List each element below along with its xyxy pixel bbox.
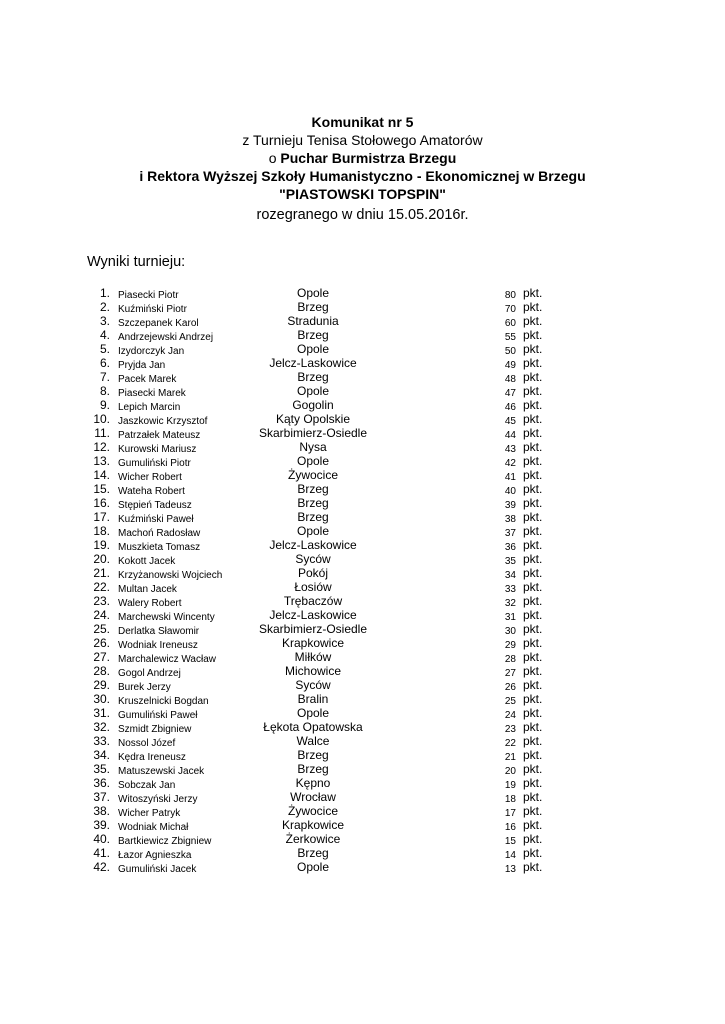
result-unit: pkt.	[523, 594, 543, 608]
result-city: Opole	[296, 454, 330, 468]
result-points: 22	[504, 738, 516, 749]
result-place: 37.	[93, 790, 110, 804]
result-name: Burek Jerzy	[118, 682, 171, 693]
result-row	[0, 300, 725, 314]
result-points: 47	[504, 388, 516, 399]
result-place: 9.	[99, 398, 110, 412]
result-name: Wateha Robert	[118, 486, 185, 497]
result-points: 20	[504, 766, 516, 777]
result-place: 35.	[93, 762, 110, 776]
result-row	[0, 832, 725, 846]
result-name: Machoń Radosław	[118, 528, 201, 539]
result-place: 12.	[93, 440, 110, 454]
result-name: Kuźmiński Piotr	[118, 304, 187, 315]
result-row	[0, 818, 725, 832]
result-points: 18	[504, 794, 516, 805]
result-unit: pkt.	[523, 510, 543, 524]
result-unit: pkt.	[523, 636, 543, 650]
result-points: 26	[504, 682, 516, 693]
result-name: Patrzałek Mateusz	[118, 430, 201, 441]
result-points: 17	[504, 808, 516, 819]
result-name: Marchalewicz Wacław	[118, 654, 216, 665]
result-unit: pkt.	[523, 748, 543, 762]
event-name: "PIASTOWSKI TOPSPIN"	[279, 186, 446, 202]
result-place: 32.	[93, 720, 110, 734]
result-name: Wodniak Ireneusz	[118, 640, 198, 651]
result-place: 11.	[94, 426, 110, 440]
result-unit: pkt.	[523, 482, 543, 496]
result-unit: pkt.	[523, 622, 543, 636]
result-row	[0, 846, 725, 860]
result-points: 44	[504, 430, 516, 441]
result-row	[0, 762, 725, 776]
result-name: Łazor Agnieszka	[118, 850, 192, 861]
result-points: 27	[504, 668, 516, 679]
result-name: Lepich Marcin	[118, 402, 181, 413]
result-row	[0, 580, 725, 594]
result-name: Walery Robert	[118, 598, 182, 609]
result-name: Muszkieta Tomasz	[118, 542, 201, 553]
result-row	[0, 496, 725, 510]
result-city: Żerkowice	[285, 832, 341, 846]
result-city: Żywocice	[287, 468, 338, 482]
result-row	[0, 734, 725, 748]
result-row	[0, 804, 725, 818]
result-row	[0, 594, 725, 608]
result-place: 28.	[93, 664, 110, 678]
result-row	[0, 860, 725, 874]
result-name: Gumuliński Piotr	[118, 458, 191, 469]
result-place: 26.	[93, 636, 110, 650]
result-name: Kokott Jacek	[118, 556, 176, 567]
result-city: Michowice	[284, 664, 341, 678]
result-place: 19.	[93, 538, 110, 552]
tournament-line: z Turnieju Tenisa Stołowego Amatorów	[242, 132, 483, 148]
result-city: Miłków	[294, 650, 332, 664]
rector-line: i Rektora Wyższej Szkoły Humanistyczno - Ekonomicznej w Brzegu	[139, 168, 586, 184]
result-city: Żywocice	[287, 804, 338, 818]
result-points: 48	[504, 374, 516, 385]
result-name: Gogol Andrzej	[118, 668, 181, 679]
result-place: 6.	[99, 356, 110, 370]
result-points: 55	[504, 332, 516, 343]
result-row	[0, 286, 725, 300]
result-name: Szmidt Zbigniew	[118, 724, 192, 735]
result-row	[0, 706, 725, 720]
result-row	[0, 328, 725, 342]
result-row	[0, 454, 725, 468]
date-line: rozegranego w dniu 15.05.2016r.	[256, 207, 469, 223]
result-unit: pkt.	[523, 314, 543, 328]
result-place: 30.	[93, 692, 110, 706]
result-name: Piasecki Marek	[118, 388, 186, 399]
result-points: 32	[504, 598, 516, 609]
result-unit: pkt.	[523, 412, 543, 426]
result-place: 20.	[93, 552, 110, 566]
result-unit: pkt.	[523, 678, 543, 692]
result-name: Marchewski Wincenty	[118, 612, 215, 623]
result-place: 22.	[93, 580, 110, 594]
result-row	[0, 440, 725, 454]
result-place: 1.	[99, 286, 110, 300]
result-unit: pkt.	[523, 328, 543, 342]
result-city: Brzeg	[297, 846, 329, 860]
result-city: Łosiów	[294, 580, 332, 594]
result-unit: pkt.	[523, 370, 543, 384]
result-place: 13.	[93, 454, 110, 468]
result-name: Wicher Patryk	[118, 808, 181, 819]
result-row	[0, 552, 725, 566]
result-unit: pkt.	[523, 692, 543, 706]
result-row	[0, 790, 725, 804]
result-city: Jelcz-Laskowice	[269, 538, 357, 552]
result-points: 30	[504, 626, 516, 637]
result-name: Izydorczyk Jan	[118, 346, 185, 357]
result-unit: pkt.	[523, 734, 543, 748]
result-points: 33	[504, 584, 516, 595]
result-name: Krzyżanowski Wojciech	[118, 570, 223, 581]
result-points: 21	[504, 752, 516, 763]
result-city: Brzeg	[297, 300, 329, 314]
result-name: Kędra Ireneusz	[118, 752, 186, 763]
result-unit: pkt.	[523, 804, 543, 818]
result-row	[0, 636, 725, 650]
result-points: 35	[504, 556, 516, 567]
result-place: 41.	[93, 846, 110, 860]
result-row	[0, 314, 725, 328]
result-city: Brzeg	[297, 328, 329, 342]
result-unit: pkt.	[523, 790, 543, 804]
result-city: Brzeg	[297, 748, 329, 762]
result-unit: pkt.	[523, 538, 543, 552]
result-place: 27.	[93, 650, 110, 664]
result-unit: pkt.	[523, 818, 543, 832]
result-place: 14.	[93, 468, 110, 482]
result-points: 36	[504, 542, 516, 553]
result-row	[0, 384, 725, 398]
result-name: Bartkiewicz Zbigniew	[118, 836, 212, 847]
result-unit: pkt.	[523, 468, 543, 482]
result-unit: pkt.	[523, 426, 543, 440]
result-place: 38.	[93, 804, 110, 818]
result-city: Walce	[296, 734, 330, 748]
result-place: 18.	[93, 524, 110, 538]
result-row	[0, 678, 725, 692]
result-place: 40.	[93, 832, 110, 846]
result-place: 8.	[99, 384, 110, 398]
result-city: Skarbimierz-Osiedle	[258, 426, 368, 440]
result-unit: pkt.	[523, 762, 543, 776]
result-points: 28	[504, 654, 516, 665]
result-city: Jelcz-Laskowice	[269, 356, 357, 370]
result-place: 4.	[99, 328, 110, 342]
result-city: Nysa	[299, 440, 327, 454]
result-row	[0, 412, 725, 426]
result-unit: pkt.	[523, 846, 543, 860]
result-name: Wicher Robert	[118, 472, 182, 483]
result-points: 14	[504, 850, 516, 861]
result-row	[0, 468, 725, 482]
result-points: 34	[504, 570, 516, 581]
result-name: Wodniak Michał	[118, 822, 189, 833]
result-city: Syców	[295, 552, 331, 566]
result-points: 42	[504, 458, 516, 469]
result-city: Brzeg	[297, 482, 329, 496]
result-unit: pkt.	[523, 706, 543, 720]
result-place: 25.	[93, 622, 110, 636]
result-points: 25	[504, 696, 516, 707]
result-unit: pkt.	[523, 650, 543, 664]
result-points: 70	[504, 304, 516, 315]
result-row	[0, 664, 725, 678]
result-place: 34.	[93, 748, 110, 762]
result-city: Kępno	[295, 776, 331, 790]
result-row	[0, 426, 725, 440]
result-place: 15.	[93, 482, 110, 496]
result-points: 50	[504, 346, 516, 357]
result-name: Piasecki Piotr	[118, 290, 179, 301]
result-points: 15	[504, 836, 516, 847]
result-place: 23.	[93, 594, 110, 608]
result-row	[0, 524, 725, 538]
result-city: Opole	[296, 286, 330, 300]
result-city: Jelcz-Laskowice	[269, 608, 357, 622]
result-name: Nossol Józef	[118, 738, 176, 749]
result-city: Krapkowice	[281, 818, 345, 832]
result-name: Gumuliński Jacek	[118, 864, 197, 875]
result-points: 23	[504, 724, 516, 735]
cup-name: Puchar Burmistrza Brzegu	[280, 150, 457, 166]
result-city: Brzeg	[297, 510, 329, 524]
result-city: Opole	[296, 524, 330, 538]
result-unit: pkt.	[523, 300, 543, 314]
result-points: 19	[504, 780, 516, 791]
result-row	[0, 356, 725, 370]
result-place: 36.	[93, 776, 110, 790]
result-points: 43	[504, 444, 516, 455]
result-points: 60	[504, 318, 516, 329]
result-unit: pkt.	[523, 776, 543, 790]
result-row	[0, 342, 725, 356]
cup-line	[0, 149, 725, 167]
result-points: 16	[504, 822, 516, 833]
result-row	[0, 776, 725, 790]
result-row	[0, 566, 725, 580]
result-place: 3.	[99, 314, 110, 328]
result-points: 39	[504, 500, 516, 511]
result-row	[0, 510, 725, 524]
result-city: Opole	[296, 706, 330, 720]
result-place: 39.	[93, 818, 110, 832]
result-points: 37	[504, 528, 516, 539]
result-city: Opole	[296, 860, 330, 874]
result-name: Stępień Tadeusz	[118, 500, 192, 511]
result-unit: pkt.	[523, 440, 543, 454]
result-city: Skarbimierz-Osiedle	[258, 622, 368, 636]
result-city: Gogolin	[292, 398, 334, 412]
result-name: Kuźmiński Paweł	[118, 514, 194, 525]
result-row	[0, 370, 725, 384]
result-city: Pokój	[297, 566, 329, 580]
result-row	[0, 538, 725, 552]
result-place: 21.	[93, 566, 110, 580]
result-place: 33.	[93, 734, 110, 748]
result-place: 16.	[93, 496, 110, 510]
result-city: Trębaczów	[283, 594, 343, 608]
result-name: Multan Jacek	[118, 584, 177, 595]
result-unit: pkt.	[523, 860, 543, 874]
result-city: Brzeg	[297, 762, 329, 776]
result-unit: pkt.	[523, 552, 543, 566]
result-city: Brzeg	[297, 496, 329, 510]
result-points: 46	[504, 402, 516, 413]
result-unit: pkt.	[523, 356, 543, 370]
result-place: 24.	[93, 608, 110, 622]
result-unit: pkt.	[523, 496, 543, 510]
result-points: 13	[504, 864, 516, 875]
result-name: Kruszelnicki Bogdan	[118, 696, 209, 707]
result-points: 41	[504, 472, 516, 483]
result-city: Brzeg	[297, 370, 329, 384]
result-unit: pkt.	[523, 384, 543, 398]
result-points: 45	[504, 416, 516, 427]
result-place: 2.	[99, 300, 110, 314]
result-row	[0, 622, 725, 636]
result-points: 38	[504, 514, 516, 525]
result-row	[0, 748, 725, 762]
results-heading: Wyniki turnieju:	[87, 254, 186, 270]
result-name: Pryjda Jan	[118, 360, 166, 371]
result-place: 29.	[93, 678, 110, 692]
result-points: 31	[504, 612, 516, 623]
result-city: Kąty Opolskie	[275, 412, 351, 426]
result-name: Andrzejewski Andrzej	[118, 332, 214, 343]
result-name: Gumuliński Paweł	[118, 710, 198, 721]
result-row	[0, 692, 725, 706]
result-city: Krapkowice	[281, 636, 345, 650]
result-unit: pkt.	[523, 342, 543, 356]
document-header	[0, 113, 725, 226]
document-title: Komunikat nr 5	[311, 114, 414, 130]
result-unit: pkt.	[523, 398, 543, 412]
result-points: 24	[504, 710, 516, 721]
result-name: Sobczak Jan	[118, 780, 176, 791]
result-name: Szczepanek Karol	[118, 318, 199, 329]
result-place: 5.	[99, 342, 110, 356]
result-city: Łękota Opatowska	[263, 720, 363, 734]
result-points: 29	[504, 640, 516, 651]
result-row	[0, 650, 725, 664]
result-points: 80	[504, 290, 516, 301]
result-unit: pkt.	[523, 664, 543, 678]
result-city: Syców	[295, 678, 331, 692]
result-name: Pacek Marek	[118, 374, 177, 385]
result-place: 7.	[99, 370, 110, 384]
result-unit: pkt.	[523, 832, 543, 846]
result-unit: pkt.	[523, 608, 543, 622]
cup-line-prefix: o	[268, 150, 281, 166]
result-name: Witoszyński Jerzy	[118, 794, 198, 805]
result-name: Derlatka Sławomir	[118, 626, 200, 637]
result-name: Matuszewski Jacek	[118, 766, 205, 777]
result-city: Wrocław	[290, 790, 336, 804]
result-place: 42.	[93, 860, 110, 874]
result-city: Bralin	[297, 692, 329, 706]
results-list	[0, 286, 725, 874]
result-row	[0, 398, 725, 412]
result-unit: pkt.	[523, 566, 543, 580]
result-place: 17.	[93, 510, 110, 524]
result-city: Opole	[296, 384, 330, 398]
result-place: 31.	[93, 706, 110, 720]
result-points: 40	[504, 486, 516, 497]
result-row	[0, 720, 725, 734]
result-unit: pkt.	[523, 524, 543, 538]
result-unit: pkt.	[523, 720, 543, 734]
result-name: Kurowski Mariusz	[118, 444, 197, 455]
result-row	[0, 482, 725, 496]
result-place: 10.	[93, 412, 110, 426]
result-unit: pkt.	[523, 286, 543, 300]
result-row	[0, 608, 725, 622]
result-name: Jaszkowic Krzysztof	[118, 416, 208, 427]
result-city: Stradunia	[287, 314, 339, 328]
result-unit: pkt.	[523, 454, 543, 468]
result-points: 49	[504, 360, 516, 371]
result-city: Opole	[296, 342, 330, 356]
result-unit: pkt.	[523, 580, 543, 594]
